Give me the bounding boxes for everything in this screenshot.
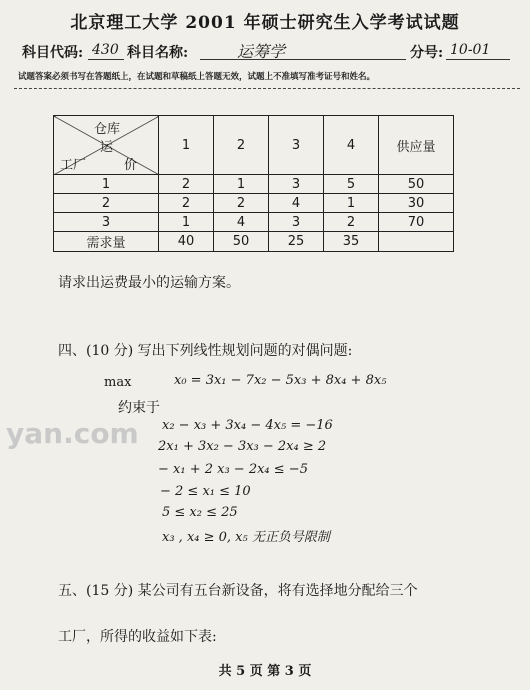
question4-heading: 四、(10 分) 写出下列线性规划问题的对偶问题:	[58, 343, 353, 359]
corner-freight: 运	[100, 140, 114, 155]
demand-cell: 40	[159, 232, 214, 252]
cost-cell: 1	[324, 194, 379, 213]
constraint-5: 5 ≤ x₂ ≤ 25	[162, 505, 238, 520]
section-number-value: 10-01	[450, 42, 491, 58]
row-factory-label: 3	[54, 213, 159, 232]
max-label: max	[104, 375, 132, 390]
row-factory-label: 1	[54, 175, 159, 194]
cost-cell: 3	[269, 213, 324, 232]
corner-price: 价	[124, 158, 138, 173]
cost-cell: 1	[214, 175, 269, 194]
header-warehouse-4: 4	[324, 116, 379, 175]
subject-name-value: 运筹学	[237, 42, 286, 61]
supply-cell: 70	[379, 213, 454, 232]
subject-info-row	[22, 42, 512, 64]
table-row	[54, 213, 454, 232]
demand-row	[54, 232, 454, 252]
dashed-divider	[14, 88, 520, 89]
cost-cell: 2	[159, 175, 214, 194]
subject-name-label: 科目名称:	[127, 45, 189, 61]
header-warehouse-3: 3	[269, 116, 324, 175]
question5-line1: 五、(15 分) 某公司有五台新设备，将有选择地分配给三个	[58, 583, 418, 599]
header-supply: 供应量	[379, 116, 454, 175]
cost-cell: 5	[324, 175, 379, 194]
question5-line2: 工厂，所得的收益如下表:	[58, 629, 217, 645]
cost-cell: 4	[214, 213, 269, 232]
demand-cell: 50	[214, 232, 269, 252]
table-row	[54, 194, 454, 213]
code-underline	[88, 59, 124, 60]
cost-cell: 3	[269, 175, 324, 194]
diagonal-header-cell	[54, 116, 159, 175]
constraint-4: − 2 ≤ x₁ ≤ 10	[160, 484, 251, 499]
instruction-notice: 试题答案必须书写在答题纸上，在试题和草稿纸上答题无效，试题上不准填写准考证号和姓名。	[18, 72, 376, 82]
constraint-6: x₃ , x₄ ≥ 0, x₅ 无正负号限制	[162, 530, 330, 545]
watermark: yan.com	[6, 417, 139, 450]
subject-code-value: 430	[92, 42, 119, 58]
cost-cell: 4	[269, 194, 324, 213]
subject-underline	[200, 59, 406, 60]
row-factory-label: 2	[54, 194, 159, 213]
objective-function: x₀ = 3x₁ − 7x₂ − 5x₃ + 8x₄ + 8x₅	[174, 373, 387, 388]
cost-cell: 2	[214, 194, 269, 213]
table-header-row	[54, 116, 454, 175]
corner-warehouse: 仓库	[94, 122, 121, 137]
table-row	[54, 175, 454, 194]
demand-label: 需求量	[54, 232, 159, 252]
transport-cost-table	[53, 115, 454, 252]
subject-to-label: 约束于	[118, 400, 160, 416]
header-warehouse-2: 2	[214, 116, 269, 175]
cost-cell: 2	[324, 213, 379, 232]
supply-cell: 50	[379, 175, 454, 194]
constraint-3: − x₁ + 2 x₃ − 2x₄ ≤ −5	[158, 462, 308, 477]
constraint-2: 2x₁ + 3x₂ − 3x₃ − 2x₄ ≥ 2	[158, 439, 327, 454]
demand-cell: 25	[269, 232, 324, 252]
demand-cell: 35	[324, 232, 379, 252]
cost-cell: 1	[159, 213, 214, 232]
corner-factory: 工厂	[60, 158, 87, 173]
question3-prompt: 请求出运费最小的运输方案。	[58, 275, 240, 291]
number-underline	[446, 59, 510, 60]
section-number-label: 分号:	[410, 45, 444, 61]
supply-cell: 30	[379, 194, 454, 213]
empty-cell	[379, 232, 454, 252]
exam-title: 北京理工大学 2001 年硕士研究生入学考试试题	[70, 13, 460, 33]
cost-cell: 2	[159, 194, 214, 213]
header-warehouse-1: 1	[159, 116, 214, 175]
subject-code-label: 科目代码:	[22, 45, 84, 61]
page-footer: 共 5 页 第 3 页	[218, 664, 312, 679]
constraint-1: x₂ − x₃ + 3x₄ − 4x₅ = −16	[162, 418, 333, 433]
